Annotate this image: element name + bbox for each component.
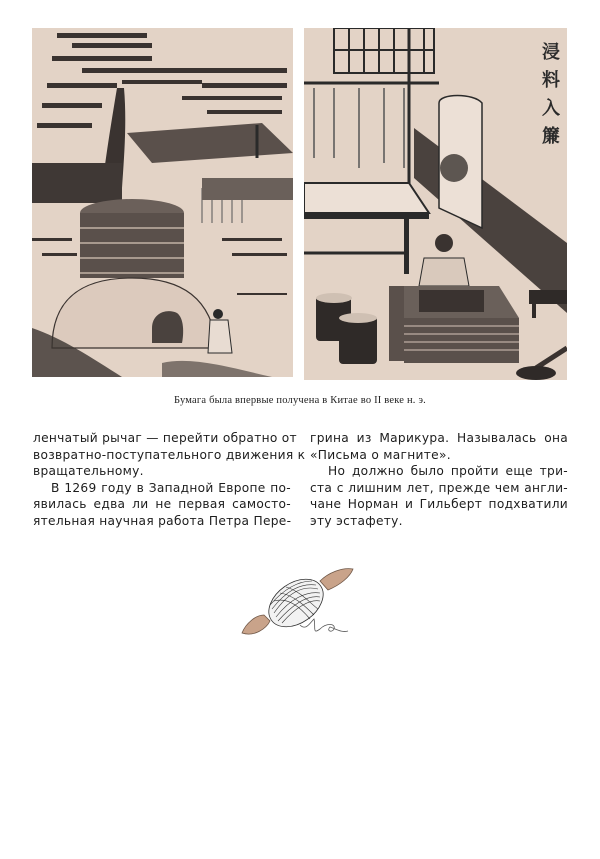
text-line: ста с лишним лет, прежде чем англи- (310, 480, 568, 495)
text-line: возвратно-поступательного движения к (33, 447, 306, 462)
text-line: «Письма о магните». (310, 447, 451, 462)
text-line: вращательному. (33, 464, 144, 479)
figure-right-paper-mould (304, 28, 567, 380)
spindle-vignette (240, 563, 355, 643)
text-line: грина из Марикура. Называлась она (310, 431, 568, 445)
text-line: явилась едва ли не первая самосто- (33, 497, 291, 512)
text-line: ленчатый рычаг — перейти обратно от (33, 431, 297, 445)
text-line: В 1269 году в Западной Европе по- (51, 480, 291, 495)
inscription-char-2: 料 (542, 70, 560, 91)
text-line: эту эстафету. (310, 513, 403, 528)
spindle-icon (240, 563, 355, 643)
inscription-char-3: 入 (542, 98, 560, 119)
text-line: Но должно было пройти еще три- (328, 464, 568, 479)
woodcut-vat-illustration (32, 28, 293, 377)
inscription-char-1: 浸 (542, 42, 560, 63)
inscription-char-4: 簾 (542, 126, 560, 147)
woodcut-mould-illustration (304, 28, 567, 380)
text-line: ятельная научная работа Петра Пере- (33, 513, 292, 528)
figure-left-steaming-vat (32, 28, 293, 377)
text-column-left (33, 430, 306, 530)
figure-caption: Бумага была впервые получена в Китае во II веке н. э. (173, 395, 426, 406)
text-line: чане Норман и Гильберт подхватили (310, 497, 568, 512)
text-column-right (310, 430, 568, 530)
